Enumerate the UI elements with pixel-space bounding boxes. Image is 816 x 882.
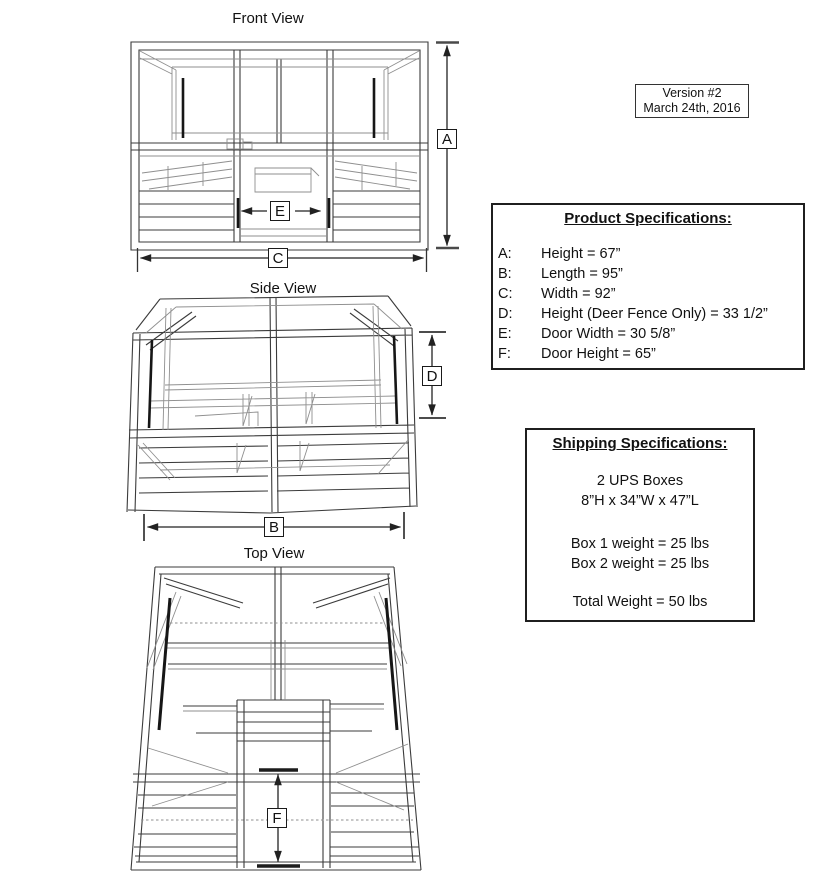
product-specs-title: Product Specifications:: [564, 210, 732, 227]
shipping-specs-box: [525, 428, 755, 622]
dim-label-a: A: [437, 129, 457, 149]
side-view-shading: [149, 336, 397, 428]
version-date: March 24th, 2016: [643, 101, 741, 115]
dim-label-c: C: [268, 248, 288, 268]
spec-letter-a: A:: [498, 246, 512, 262]
shipping-specs-title: Shipping Specifications:: [552, 435, 728, 452]
spec-row-f: [493, 344, 803, 364]
version-box: [635, 84, 749, 118]
front-view-title: Front View: [232, 10, 304, 27]
spec-value-f: Door Height = 65”: [541, 346, 656, 362]
spec-value-b: Length = 95”: [541, 266, 623, 282]
shipping-box-count: 2 UPS Boxes: [596, 473, 684, 489]
spec-row-e: [493, 324, 803, 344]
version-number: Version #2: [662, 85, 722, 100]
spec-letter-f: F:: [498, 346, 511, 362]
spec-letter-d: D:: [498, 306, 513, 322]
side-view-title: Side View: [249, 280, 317, 297]
spec-value-a: Height = 67”: [541, 246, 621, 262]
spec-row-c: [493, 284, 803, 304]
spec-letter-b: B:: [498, 266, 512, 282]
door-latch: [227, 139, 243, 149]
shipping-box1-weight: Box 1 weight = 25 lbs: [570, 536, 710, 552]
spec-row-a: [493, 244, 803, 264]
top-view-title: Top View: [243, 545, 305, 562]
shipping-total-weight: Total Weight = 50 lbs: [572, 594, 708, 610]
dim-label-b: B: [264, 517, 284, 537]
shipping-box2-weight: Box 2 weight = 25 lbs: [570, 556, 710, 572]
spec-value-e: Door Width = 30 5/8”: [541, 326, 676, 342]
spec-row-d: [493, 304, 803, 324]
product-specs-box: [491, 203, 805, 370]
spec-row-b: [493, 264, 803, 284]
spec-letter-e: E:: [498, 326, 512, 342]
product-specs-list: [493, 244, 803, 364]
shipping-box-size: 8”H x 34”W x 47”L: [581, 493, 699, 509]
dim-label-f: F: [267, 808, 287, 828]
dim-label-e: E: [270, 201, 290, 221]
spec-value-d: Height (Deer Fence Only) = 33 1/2”: [541, 306, 768, 322]
spec-value-c: Width = 92”: [541, 286, 616, 302]
side-view-drawing: [127, 296, 417, 513]
spec-letter-c: C:: [498, 286, 513, 302]
dim-label-d: D: [422, 366, 442, 386]
dimension-arrows: [138, 43, 460, 867]
